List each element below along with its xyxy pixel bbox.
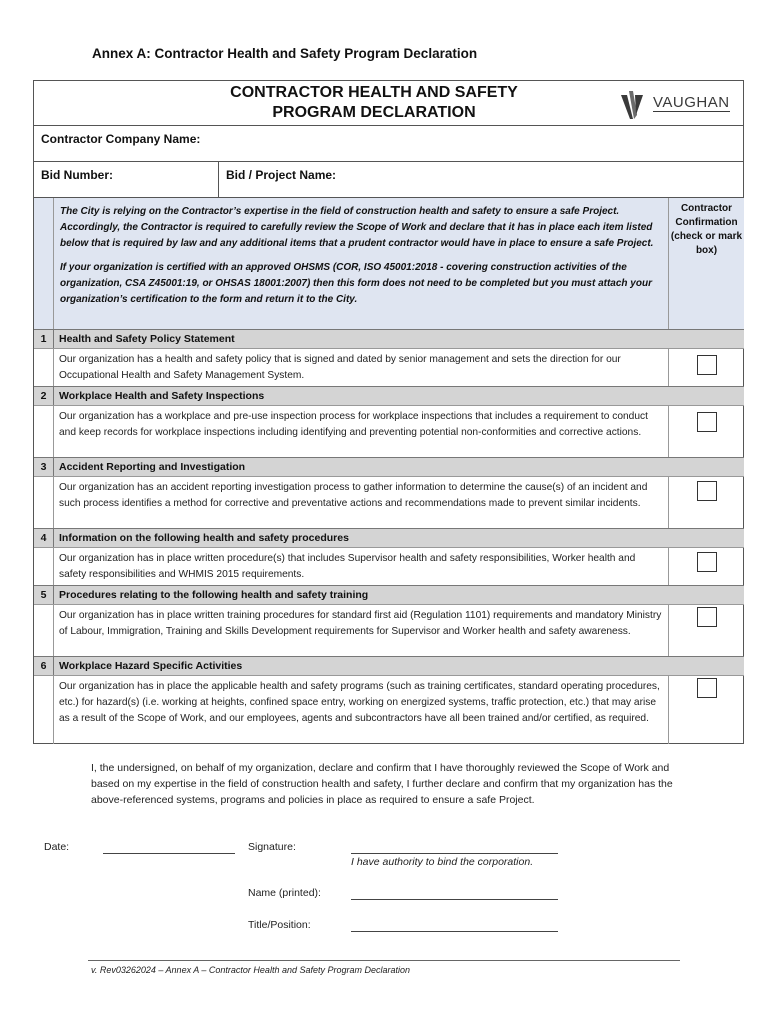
section-header-5 bbox=[34, 585, 744, 604]
section-header-2 bbox=[34, 386, 744, 405]
number-cell bbox=[34, 477, 54, 529]
intro-number-cell bbox=[34, 198, 54, 329]
bid-row bbox=[33, 162, 744, 198]
footer-text: v. Rev03262024 – Annex A – Contractor Health and Safety Program Declaration bbox=[91, 965, 411, 975]
date-label: Date: bbox=[44, 841, 70, 853]
section-header-1 bbox=[34, 329, 744, 348]
section-text: Our organization has in place written training procedures for standard first aid (Regulation 1101) requirements and mandatory Ministry of Labour, Immigration, Training and Skills Development requirements for Supervisor and Worker health and safety awareness. bbox=[59, 610, 662, 637]
section-header-3 bbox=[34, 457, 744, 476]
section-header-6 bbox=[34, 656, 744, 675]
intro-paragraph-2: If your organization is certified with an approved OHSMS (COR, ISO 45001:2018 - covering construction activities of the organization, CSA Z45001:19, or OHSAS 18001:2007) then this form does not need to be completed but you must attach your organization’s certification to the form and return it to the City. bbox=[60, 262, 652, 305]
section-text: Our organization has an accident reporting investigation process to gather information to determine the cause(s) of an incident and such process identifies a method for corrective and preventative actions and recommendations made to prevent similar incidents. bbox=[59, 482, 648, 509]
section-body-4 bbox=[34, 547, 744, 586]
section-text: Our organization has a workplace and pre-use inspection process for workplace inspections that includes a requirement to conduct and keep records for workplace inspections including identifying and preventing potential non-conformities and corrective actions. bbox=[59, 411, 648, 438]
section-title: Workplace Hazard Specific Activities bbox=[59, 660, 243, 672]
check-cell bbox=[668, 676, 745, 744]
form-title-line2: PROGRAM DECLARATION bbox=[272, 104, 476, 121]
authority-note: I have authority to bind the corporation. bbox=[351, 856, 534, 868]
vaughan-logo-mark-icon bbox=[619, 89, 649, 121]
name-printed-line[interactable] bbox=[351, 899, 558, 900]
title-position-label: Title/Position: bbox=[248, 919, 311, 931]
project-name-label: Bid / Project Name: bbox=[226, 168, 337, 182]
check-cell bbox=[668, 548, 745, 586]
check-cell bbox=[668, 605, 745, 657]
section-body-6 bbox=[34, 675, 744, 744]
confirmation-checkbox-5[interactable] bbox=[697, 607, 717, 627]
section-number: 5 bbox=[34, 586, 54, 604]
confirmation-checkbox-2[interactable] bbox=[697, 412, 717, 432]
confirmation-checkbox-3[interactable] bbox=[697, 481, 717, 501]
check-cell bbox=[668, 406, 745, 458]
number-cell bbox=[34, 548, 54, 586]
signature-label: Signature: bbox=[248, 841, 296, 853]
section-text: Our organization has in place written procedure(s) that includes Supervisor health and safety responsibilities, Worker health and safety responsibilities and WHMIS 2015 requirements. bbox=[59, 553, 636, 580]
date-line[interactable] bbox=[103, 853, 235, 854]
section-text: Our organization has a health and safety policy that is signed and dated by senior management and sets the direction for our Occupational Health and Safety Management System. bbox=[59, 354, 621, 381]
section-header-4 bbox=[34, 528, 744, 547]
number-cell bbox=[34, 406, 54, 458]
section-title: Health and Safety Policy Statement bbox=[59, 333, 235, 345]
form-title bbox=[204, 83, 544, 123]
section-number: 2 bbox=[34, 387, 54, 405]
declaration-statement: I, the undersigned, on behalf of my organization, declare and confirm that I have thoroughly reviewed the Scope of Work and based on my expertise in the field of construction health and safety, I further declare and confirm that my organization has the above-referenced systems, programs and policies in place as required to ensure a safe Project. bbox=[91, 762, 673, 806]
name-printed-label: Name (printed): bbox=[248, 887, 321, 899]
company-name-label: Contractor Company Name: bbox=[41, 132, 201, 146]
declaration-table bbox=[33, 198, 744, 744]
number-cell bbox=[34, 349, 54, 387]
section-title: Information on the following health and safety procedures bbox=[59, 532, 349, 544]
number-cell bbox=[34, 676, 54, 744]
bid-number-label: Bid Number: bbox=[41, 168, 113, 182]
check-cell bbox=[668, 477, 745, 529]
logo-text: VAUGHAN bbox=[653, 94, 730, 111]
section-number: 6 bbox=[34, 657, 54, 675]
intro-paragraph-1: The City is relying on the Contractor’s expertise in the field of construction health and safety to ensure a safe Project. Accordingly, the Contractor is required to carefully review the Scope of Work and declare that it has in place each item listed below that is required by law and any additional items that a prudent contractor would have in place to ensure a safe Project. bbox=[60, 206, 654, 249]
section-body-3 bbox=[34, 476, 744, 529]
confirmation-checkbox-1[interactable] bbox=[697, 355, 717, 375]
title-position-line[interactable] bbox=[351, 931, 558, 932]
section-body-1 bbox=[34, 348, 744, 387]
intro-text bbox=[54, 198, 668, 329]
confirmation-checkbox-6[interactable] bbox=[697, 678, 717, 698]
signature-line[interactable] bbox=[351, 853, 558, 854]
section-body-2 bbox=[34, 405, 744, 458]
section-text: Our organization has in place the applicable health and safety programs (such as training certificates, standard operating procedures, etc.) for hazard(s) (i.e. working at heights, confined space entry, working on energized systems, traffic protection, etc.) that may arise as a result of the Scope of Work, and our employees, agents and subcontractors have all been trained and/or certified, as required. bbox=[59, 681, 660, 724]
bid-divider bbox=[218, 162, 219, 197]
section-title: Procedures relating to the following health and safety training bbox=[59, 589, 369, 601]
section-number: 4 bbox=[34, 529, 54, 547]
number-cell bbox=[34, 605, 54, 657]
vaughan-logo bbox=[619, 89, 729, 121]
form-title-line1: CONTRACTOR HEALTH AND SAFETY bbox=[230, 84, 518, 101]
company-name-field[interactable] bbox=[33, 126, 744, 162]
check-cell bbox=[668, 349, 745, 387]
form-header bbox=[33, 80, 744, 126]
confirmation-checkbox-4[interactable] bbox=[697, 552, 717, 572]
confirmation-column-header: Contractor Confirmation (check or mark box) bbox=[668, 198, 744, 329]
section-body-5 bbox=[34, 604, 744, 657]
section-title: Accident Reporting and Investigation bbox=[59, 461, 246, 473]
section-number: 3 bbox=[34, 458, 54, 476]
footer-rule bbox=[88, 960, 680, 961]
section-title: Workplace Health and Safety Inspections bbox=[59, 390, 265, 402]
annex-title: Annex A: Contractor Health and Safety Program Declaration bbox=[92, 46, 478, 61]
section-number: 1 bbox=[34, 330, 54, 348]
